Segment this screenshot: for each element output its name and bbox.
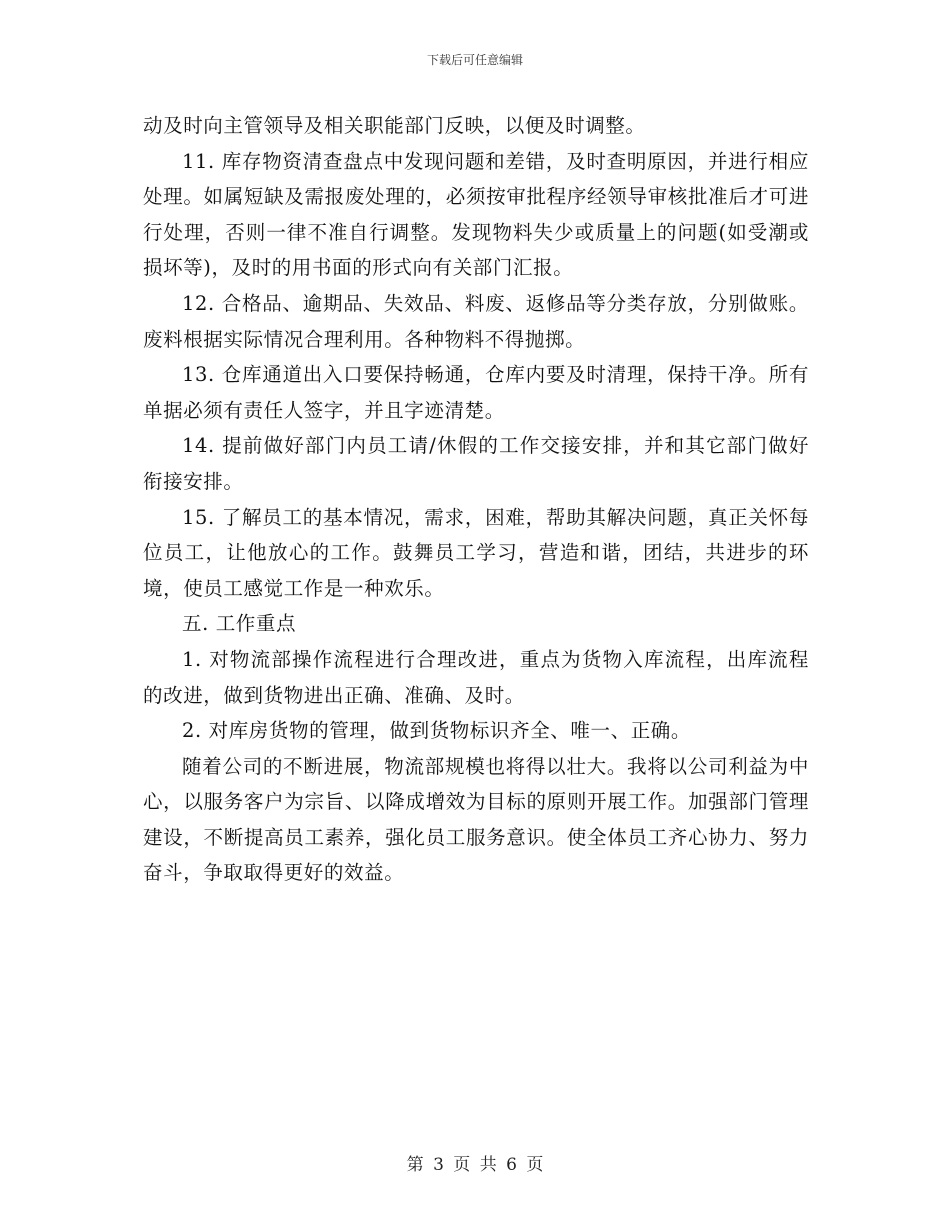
paragraph-focus-2: 2. 对库房货物的管理，做到货物标识齐全、唯一、正确。 bbox=[182, 719, 692, 743]
paragraph-item-14: 14. 提前做好部门内员工请/休假的工作交接安排，并和其它部门做好衔接安排。 bbox=[143, 434, 809, 493]
paragraph-item-12: 12. 合格品、逾期品、失效品、料废、返修品等分类存放，分别做账。废料根据实际情况合理利用。各种物料不得抛掷。 bbox=[143, 291, 809, 351]
paragraph-item-15: 15. 了解员工的基本情况，需求，困难，帮助其解决问题，真正关怀每位员工，让他放心的工作。鼓舞员工学习，营造和谐，团结，共进步的环境，使员工感觉工作是一种欢乐。 bbox=[143, 505, 809, 600]
paragraph-item-13: 13. 仓库通道出入口要保持畅通，仓库内要及时清理，保持干净。所有单据必须有责任人签字，并且字迹清楚。 bbox=[143, 363, 809, 422]
section-heading-work-focus: 五. 工作重点 bbox=[182, 612, 297, 636]
document-body bbox=[143, 108, 809, 891]
paragraph-item-11: 11. 库存物资清查盘点中发现问题和差错，及时查明原因，并进行相应处理。如属短缺及需报废处理的，必须按审批程序经领导审核批准后才可进行处理，否则一律不准自行调整。发现物料失少或质量上的问题(如受潮或损坏等)，及时的用书面的形式向有关部门汇报。 bbox=[143, 149, 809, 280]
page-number-footer: 第 3 页 共 6 页 bbox=[406, 1155, 544, 1175]
paragraph-conclusion: 随着公司的不断进展，物流部规模也将得以壮大。我将以公司利益为中心，以服务客户为宗旨、以降成增效为目标的原则开展工作。加强部门管理建设，不断提高员工素养，强化员工服务意识。使全体员工齐心协力、努力奋斗，争取取得更好的效益。 bbox=[143, 754, 809, 885]
page-header: 下载后可任意编辑 bbox=[426, 53, 523, 67]
paragraph-continuation: 动及时向主管领导及相关职能部门反映，以便及时调整。 bbox=[143, 114, 646, 137]
paragraph-focus-1: 1. 对物流部操作流程进行合理改进，重点为货物入库流程，出库流程的改进，做到货物进出正确、准确、及时。 bbox=[143, 647, 809, 707]
